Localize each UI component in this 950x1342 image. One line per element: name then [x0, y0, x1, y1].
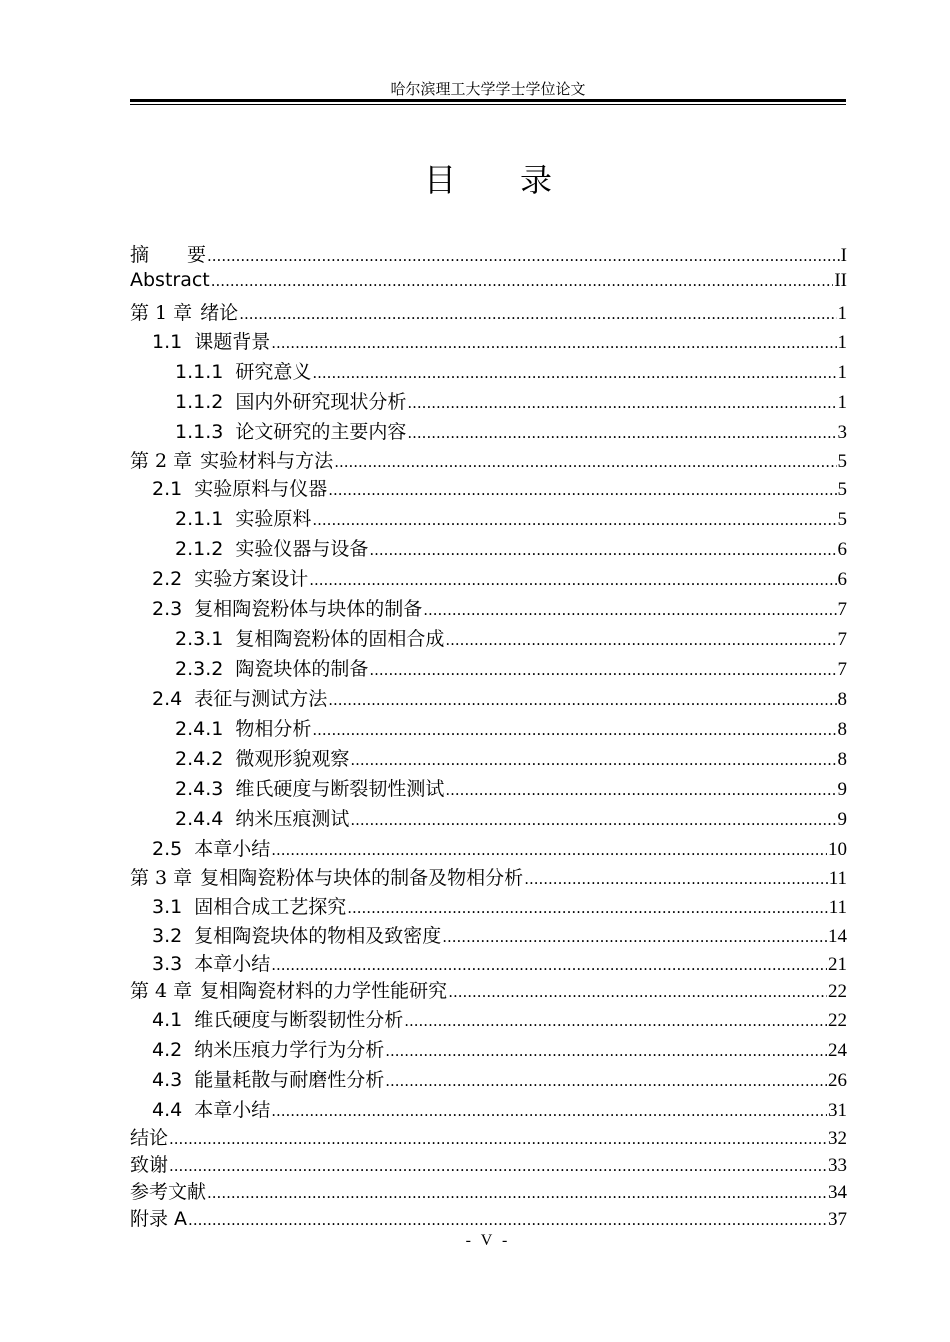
toc-dot-leader — [312, 721, 836, 739]
toc-entry-page: 6 — [837, 569, 847, 590]
toc-entry-label — [175, 714, 311, 741]
toc-entry-number: 4.3 — [152, 1069, 183, 1091]
toc-entry-title: 微观形貌观察 — [235, 748, 350, 770]
toc-entry-title: 复相陶瓷粉体的固相合成 — [235, 628, 445, 650]
toc-dot-leader — [423, 601, 836, 619]
toc-entry-title: 研究意义 — [235, 361, 312, 383]
toc-entry-page: 31 — [828, 1100, 847, 1121]
toc-entry-title: 纳米压痕力学行为分析 — [194, 1039, 385, 1061]
toc-entry-page: 8 — [837, 689, 847, 710]
toc-entry-number: 2.3.2 — [175, 658, 224, 680]
toc-dot-leader — [350, 751, 836, 769]
toc-dot-leader — [169, 1157, 827, 1175]
toc-entry[interactable] — [130, 654, 847, 684]
toc-entry[interactable] — [130, 714, 847, 744]
toc-entry-title: 能量耗散与耐磨性分析 — [194, 1069, 385, 1091]
toc-entry-number: 2.3.1 — [175, 628, 224, 650]
toc-entry-number: 1.1 — [152, 331, 183, 353]
toc-dot-leader — [239, 305, 836, 323]
toc-dot-leader — [369, 661, 836, 679]
page-number: - V - — [465, 1232, 511, 1249]
toc-entry[interactable] — [130, 1005, 847, 1035]
toc-entry-number: 4.1 — [152, 1009, 183, 1031]
toc-entry[interactable] — [130, 327, 847, 357]
toc-entry-label — [152, 684, 327, 711]
toc-entry-title: 国内外研究现状分析 — [235, 391, 407, 413]
header-rule-thin — [130, 104, 846, 105]
toc-entry-number: 1.1.2 — [175, 391, 224, 413]
toc-entry-label — [152, 1035, 384, 1062]
toc-entry-number: 4.4 — [152, 1099, 183, 1121]
toc-entry-title: 实验方案设计 — [194, 568, 309, 590]
toc-entry-page: 8 — [837, 749, 847, 770]
toc-entry-label — [130, 976, 447, 1003]
toc-entry-number: 1.1.1 — [175, 361, 224, 383]
toc-entry-number: 2.2 — [152, 568, 183, 590]
toc-entry-label — [152, 564, 308, 591]
toc-entry-title: 课题背景 — [194, 331, 271, 353]
toc-entry-page: I — [840, 245, 847, 266]
toc-entry-title: 实验仪器与设备 — [235, 538, 369, 560]
toc-entry-label — [130, 1150, 168, 1177]
toc-entry-title: 实验原料与仪器 — [194, 478, 328, 500]
toc-entry-label — [152, 949, 270, 976]
toc-entry-label — [152, 921, 441, 948]
toc-entry-number: 3.3 — [152, 953, 183, 975]
toc-dot-leader — [271, 841, 827, 859]
toc-entry-page: 10 — [828, 839, 847, 860]
toc-entry-page: 8 — [837, 719, 847, 740]
toc-entry[interactable] — [130, 240, 847, 269]
toc-entry-label — [175, 357, 311, 384]
toc-entry-title: 表征与测试方法 — [194, 688, 328, 710]
toc-dot-leader — [442, 928, 827, 946]
toc-entry[interactable] — [130, 863, 847, 892]
toc-entry-page: 22 — [828, 1010, 847, 1031]
toc-entry-title: 参考文献 — [130, 1181, 207, 1203]
toc-dot-leader — [169, 1130, 827, 1148]
toc-entry-title: 纳米压痕测试 — [235, 808, 350, 830]
toc-entry-page: 7 — [837, 599, 847, 620]
toc-entry[interactable] — [130, 1065, 847, 1095]
toc-entry-title: 复相陶瓷材料的力学性能研究 — [200, 980, 448, 1002]
toc-entry-label — [152, 892, 346, 919]
toc-dot-leader — [328, 691, 836, 709]
toc-entry[interactable] — [130, 1150, 847, 1177]
toc-entry-title: 复相陶瓷粉体与块体的制备及物相分析 — [200, 867, 524, 889]
toc-entry-number: 第 3 章 — [130, 867, 193, 889]
toc-entry-label — [152, 1095, 270, 1122]
toc-entry-title: 绪论 — [200, 302, 239, 324]
toc-entry-label — [152, 327, 270, 354]
toc-entry-label — [175, 417, 406, 444]
toc-entry-label — [130, 298, 238, 325]
toc-dot-leader — [309, 571, 836, 589]
toc-entry[interactable] — [130, 892, 847, 921]
toc-entry-label — [175, 654, 368, 681]
toc-entry-number: 2.4.3 — [175, 778, 224, 800]
toc-entry-title: 本章小结 — [194, 838, 271, 860]
toc-entry-number: 3.2 — [152, 925, 183, 947]
toc-dot-leader — [207, 1184, 827, 1202]
toc-dot-leader — [271, 334, 836, 352]
toc-entry[interactable] — [130, 834, 847, 863]
toc-entry-label — [152, 1005, 403, 1032]
toc-entry-page: 5 — [837, 451, 847, 472]
toc-entry-page: 34 — [828, 1182, 847, 1203]
toc-entry[interactable] — [130, 744, 847, 774]
toc-dot-leader — [271, 1102, 827, 1120]
toc-dot-leader — [407, 424, 836, 442]
toc-entry-page: 7 — [837, 659, 847, 680]
toc-entry-title: 论文研究的主要内容 — [235, 421, 407, 443]
toc-entry[interactable] — [130, 624, 847, 654]
toc-entry-page: 1 — [837, 362, 847, 383]
toc-entry[interactable] — [130, 564, 847, 594]
toc-dot-leader — [312, 364, 836, 382]
toc-dot-leader — [271, 956, 827, 974]
toc-entry-title: 物相分析 — [235, 718, 312, 740]
toc-entry-page: 3 — [837, 422, 847, 443]
toc-entry-label — [175, 804, 349, 831]
toc-dot-leader — [328, 481, 836, 499]
toc-entry-title: 摘 要 — [130, 244, 207, 266]
toc-entry-title: 复相陶瓷块体的物相及致密度 — [194, 925, 442, 947]
toc-entry-number: 3.1 — [152, 896, 183, 918]
toc-entry-number: 2.4.1 — [175, 718, 224, 740]
running-header: 哈尔滨理工大学学士学位论文 — [390, 80, 586, 98]
toc-entry-title: 实验材料与方法 — [200, 450, 334, 472]
toc-entry-page: 11 — [828, 897, 847, 918]
toc-entry-title: 本章小结 — [194, 953, 271, 975]
toc-dot-leader — [524, 870, 828, 888]
toc-dot-leader — [211, 272, 834, 290]
toc-entry-page: 6 — [837, 539, 847, 560]
toc-entry-page: 33 — [828, 1155, 847, 1176]
toc-entry-page: 24 — [828, 1040, 847, 1061]
toc-entry[interactable] — [130, 534, 847, 564]
header-rule-thick — [130, 99, 846, 102]
toc-entry[interactable] — [130, 387, 847, 417]
toc-entry[interactable] — [130, 417, 847, 446]
toc-entry-label — [130, 240, 206, 267]
toc-entry[interactable] — [130, 1204, 847, 1231]
toc-entry-title: 致谢 — [130, 1154, 169, 1176]
toc-entry[interactable] — [130, 269, 847, 298]
toc-entry[interactable] — [130, 976, 847, 1005]
toc-entry-number: 1.1.3 — [175, 421, 224, 443]
toc-entry-number: 2.4 — [152, 688, 183, 710]
toc-entry-number: 2.4.4 — [175, 808, 224, 830]
toc-entry-page: 11 — [828, 868, 847, 889]
toc-entry-label — [130, 1123, 168, 1150]
toc-entry-page: 22 — [828, 981, 847, 1002]
toc-dot-leader — [347, 899, 827, 917]
toc-entry[interactable] — [130, 1123, 847, 1150]
toc-dot-leader — [334, 453, 836, 471]
toc-entry-page: 1 — [837, 332, 847, 353]
toc-entry-page: 7 — [837, 629, 847, 650]
toc-entry-label — [152, 834, 270, 861]
toc-dot-leader — [312, 511, 836, 529]
toc-entry-number: 2.1.2 — [175, 538, 224, 560]
toc-dot-leader — [350, 811, 836, 829]
toc-entry[interactable] — [130, 921, 847, 949]
toc-entry-label — [152, 474, 327, 501]
toc-entry-label — [152, 594, 422, 621]
table-of-contents — [130, 240, 847, 1231]
toc-entry[interactable] — [130, 1035, 847, 1065]
toc-entry-page: 21 — [828, 954, 847, 975]
toc-entry-title: 维氏硬度与断裂韧性测试 — [235, 778, 445, 800]
toc-dot-leader — [448, 983, 827, 1001]
toc-dot-leader — [385, 1042, 827, 1060]
toc-entry[interactable] — [130, 1177, 847, 1204]
toc-entry[interactable] — [130, 684, 847, 714]
toc-entry-number: 第 4 章 — [130, 980, 193, 1002]
toc-entry-label — [175, 624, 444, 651]
toc-entry-title: 实验原料 — [235, 508, 312, 530]
toc-dot-leader — [407, 394, 836, 412]
toc-entry-title: 陶瓷块体的制备 — [235, 658, 369, 680]
toc-entry-title: 本章小结 — [194, 1099, 271, 1121]
toc-entry-page: 9 — [837, 779, 847, 800]
toc-entry-number: 4.2 — [152, 1039, 183, 1061]
toc-title — [130, 155, 846, 201]
toc-entry-number: 2.4.2 — [175, 748, 224, 770]
toc-entry-number: 2.1 — [152, 478, 183, 500]
toc-dot-leader — [369, 541, 836, 559]
toc-entry-page: II — [834, 270, 847, 291]
toc-title-char-1: 目 — [423, 161, 456, 199]
toc-dot-leader — [207, 247, 840, 265]
toc-entry-number: 2.5 — [152, 838, 183, 860]
toc-entry[interactable] — [130, 357, 847, 387]
toc-title-char-2: 录 — [520, 161, 553, 199]
toc-entry-number: 2.3 — [152, 598, 183, 620]
toc-entry-title: 维氏硬度与断裂韧性分析 — [194, 1009, 404, 1031]
toc-entry-page: 9 — [837, 809, 847, 830]
toc-entry[interactable] — [130, 949, 847, 976]
toc-entry-page: 26 — [828, 1070, 847, 1091]
toc-entry-title: Abstract — [130, 269, 210, 291]
toc-dot-leader — [188, 1211, 827, 1229]
toc-entry-page: 5 — [837, 509, 847, 530]
toc-entry-title: 复相陶瓷粉体与块体的制备 — [194, 598, 423, 620]
toc-entry-page: 14 — [828, 926, 847, 947]
toc-dot-leader — [404, 1012, 827, 1030]
toc-entry-label — [175, 504, 311, 531]
toc-entry[interactable] — [130, 504, 847, 534]
toc-entry-label — [175, 534, 368, 561]
toc-entry-label — [175, 744, 349, 771]
toc-entry[interactable] — [130, 474, 847, 504]
toc-entry[interactable] — [130, 298, 847, 327]
toc-dot-leader — [385, 1072, 827, 1090]
toc-dot-leader — [445, 631, 836, 649]
toc-entry-label — [130, 1204, 187, 1231]
toc-entry[interactable] — [130, 1095, 847, 1123]
toc-entry-number: 2.1.1 — [175, 508, 224, 530]
toc-entry[interactable] — [130, 446, 847, 474]
toc-entry-page: 1 — [837, 303, 847, 324]
toc-entry-page: 1 — [837, 392, 847, 413]
toc-entry-label — [152, 1065, 384, 1092]
toc-entry-label — [130, 269, 210, 291]
toc-entry-number: 第 1 章 — [130, 302, 193, 324]
toc-entry-title: 附录 A — [130, 1208, 188, 1230]
toc-entry-page: 37 — [828, 1209, 847, 1230]
toc-entry-label — [130, 1177, 206, 1204]
toc-entry-page: 5 — [837, 479, 847, 500]
toc-entry[interactable] — [130, 774, 847, 804]
toc-dot-leader — [445, 781, 836, 799]
toc-entry-title: 结论 — [130, 1127, 169, 1149]
toc-entry-label — [130, 446, 333, 473]
toc-entry[interactable] — [130, 804, 847, 834]
toc-entry-label — [130, 863, 523, 890]
toc-entry[interactable] — [130, 594, 847, 624]
toc-entry-page: 32 — [828, 1128, 847, 1149]
toc-entry-title: 固相合成工艺探究 — [194, 896, 347, 918]
toc-entry-label — [175, 774, 444, 801]
toc-entry-number: 第 2 章 — [130, 450, 193, 472]
toc-entry-label — [175, 387, 406, 414]
